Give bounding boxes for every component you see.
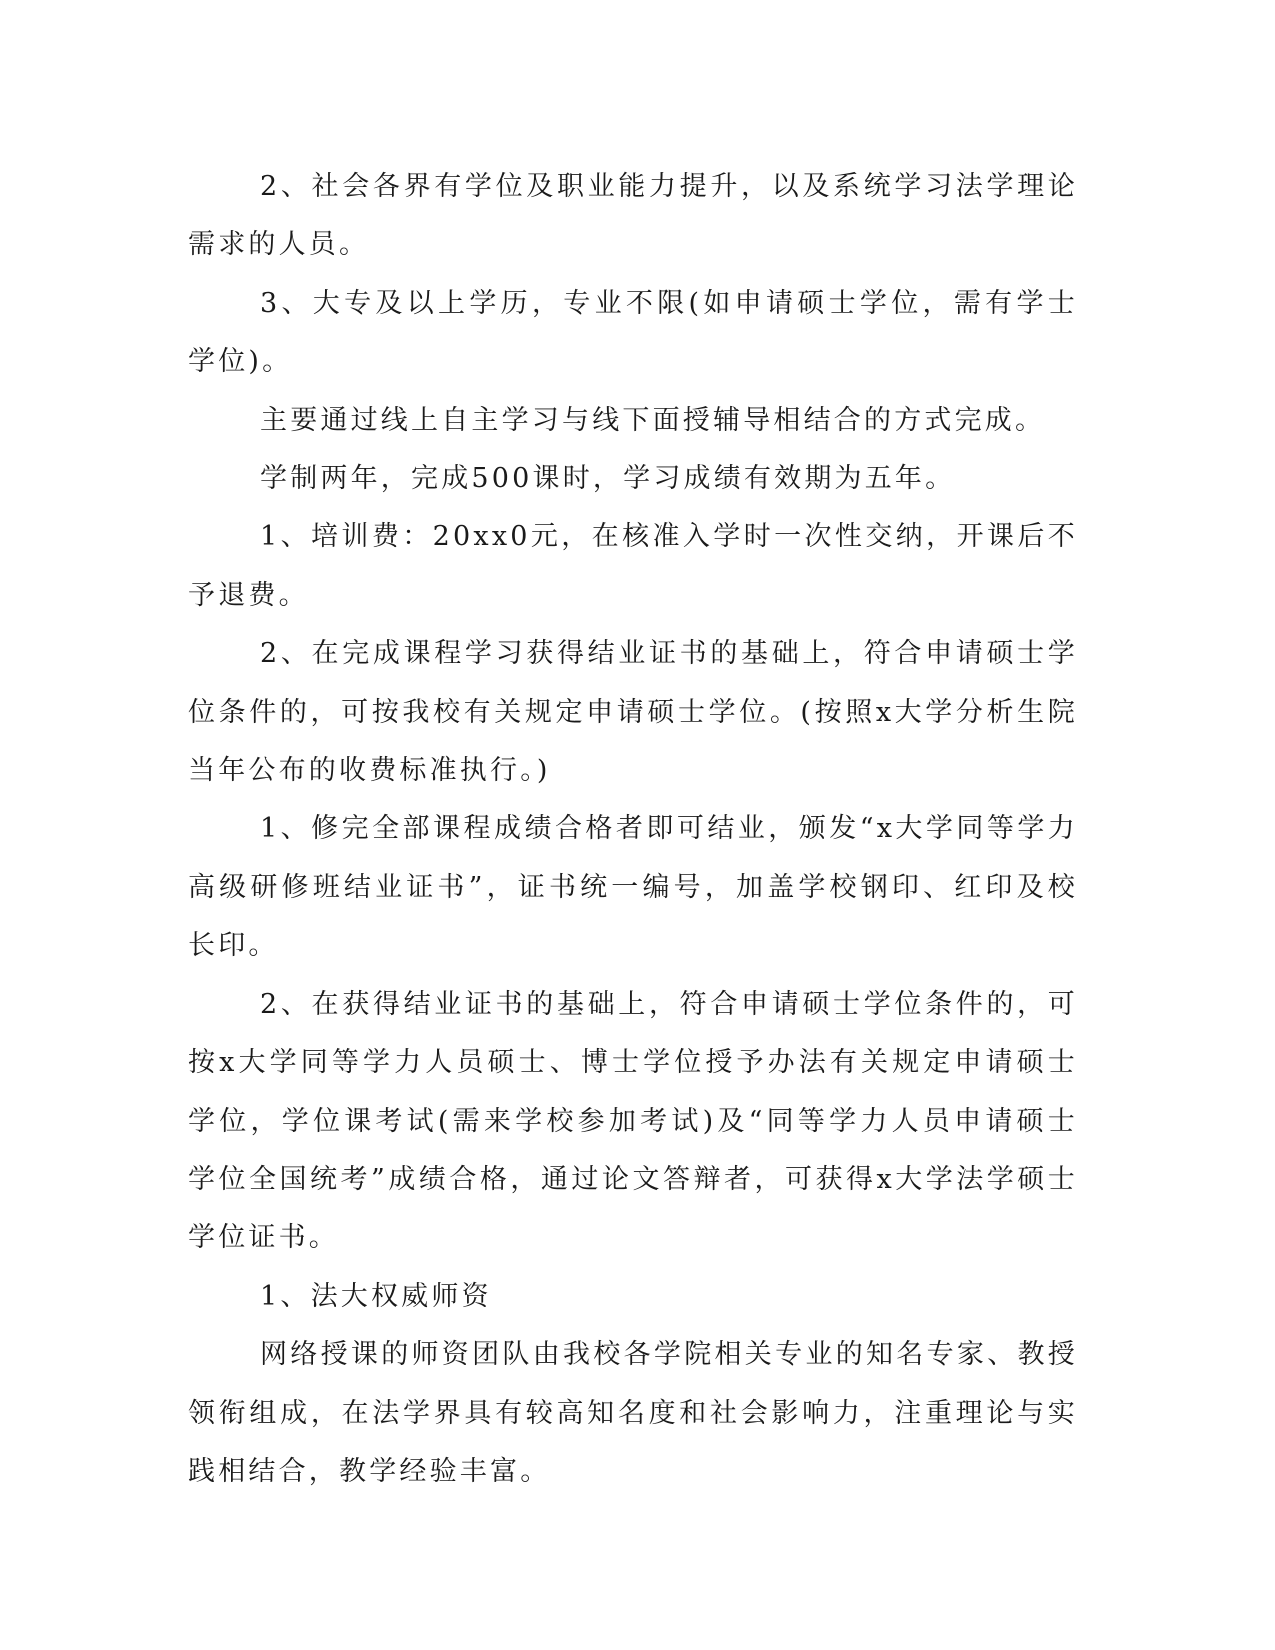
paragraph-certificate-1: 1、修完全部课程成绩合格者即可结业，颁发“x大学同等学力高级研修班结业证书”，证书统一编号，加盖学校钢印、红印及校长印。 — [188, 813, 1078, 962]
paragraph-applicants-3: 3、大专及以上学历，专业不限(如申请硕士学位，需有学士学位)。 — [188, 287, 1078, 378]
paragraph-duration: 学制两年，完成500课时，学习成绩有效期为五年。 — [260, 463, 956, 495]
paragraph-applicants-2: 2、社会各界有学位及职业能力提升，以及系统学习法学理论需求的人员。 — [188, 171, 1078, 261]
paragraph-certificate-2: 2、在获得结业证书的基础上，符合申请硕士学位条件的，可按x大学同等学力人员硕士、博士学位授予办法有关规定申请硕士学位，学位课考试(需来学校参加考试)及“同等学力人员申请硕士学位全国统考”成绩合格，通过论文答辩者，可获得x大学法学硕士学位证书。 — [188, 988, 1078, 1254]
paragraph-fee-1: 1、培训费：20xx0元，在核准入学时一次性交纳，开课后不予退费。 — [188, 521, 1078, 611]
paragraph-faculty-heading: 1、法大权威师资 — [260, 1280, 492, 1312]
paragraph-study-mode: 主要通过线上自主学习与线下面授辅导相结合的方式完成。 — [260, 404, 1046, 436]
paragraph-fee-2: 2、在完成课程学习获得结业证书的基础上，符合申请硕士学位条件的，可按我校有关规定申请硕士学位。(按照x大学分析生院当年公布的收费标准执行。) — [188, 638, 1078, 787]
paragraph-faculty-detail: 网络授课的师资团队由我校各学院相关专业的知名专家、教授领衔组成，在法学界具有较高知名度和社会影响力，注重理论与实践相结合，教学经验丰富。 — [188, 1339, 1078, 1487]
document-body — [188, 158, 1078, 1501]
